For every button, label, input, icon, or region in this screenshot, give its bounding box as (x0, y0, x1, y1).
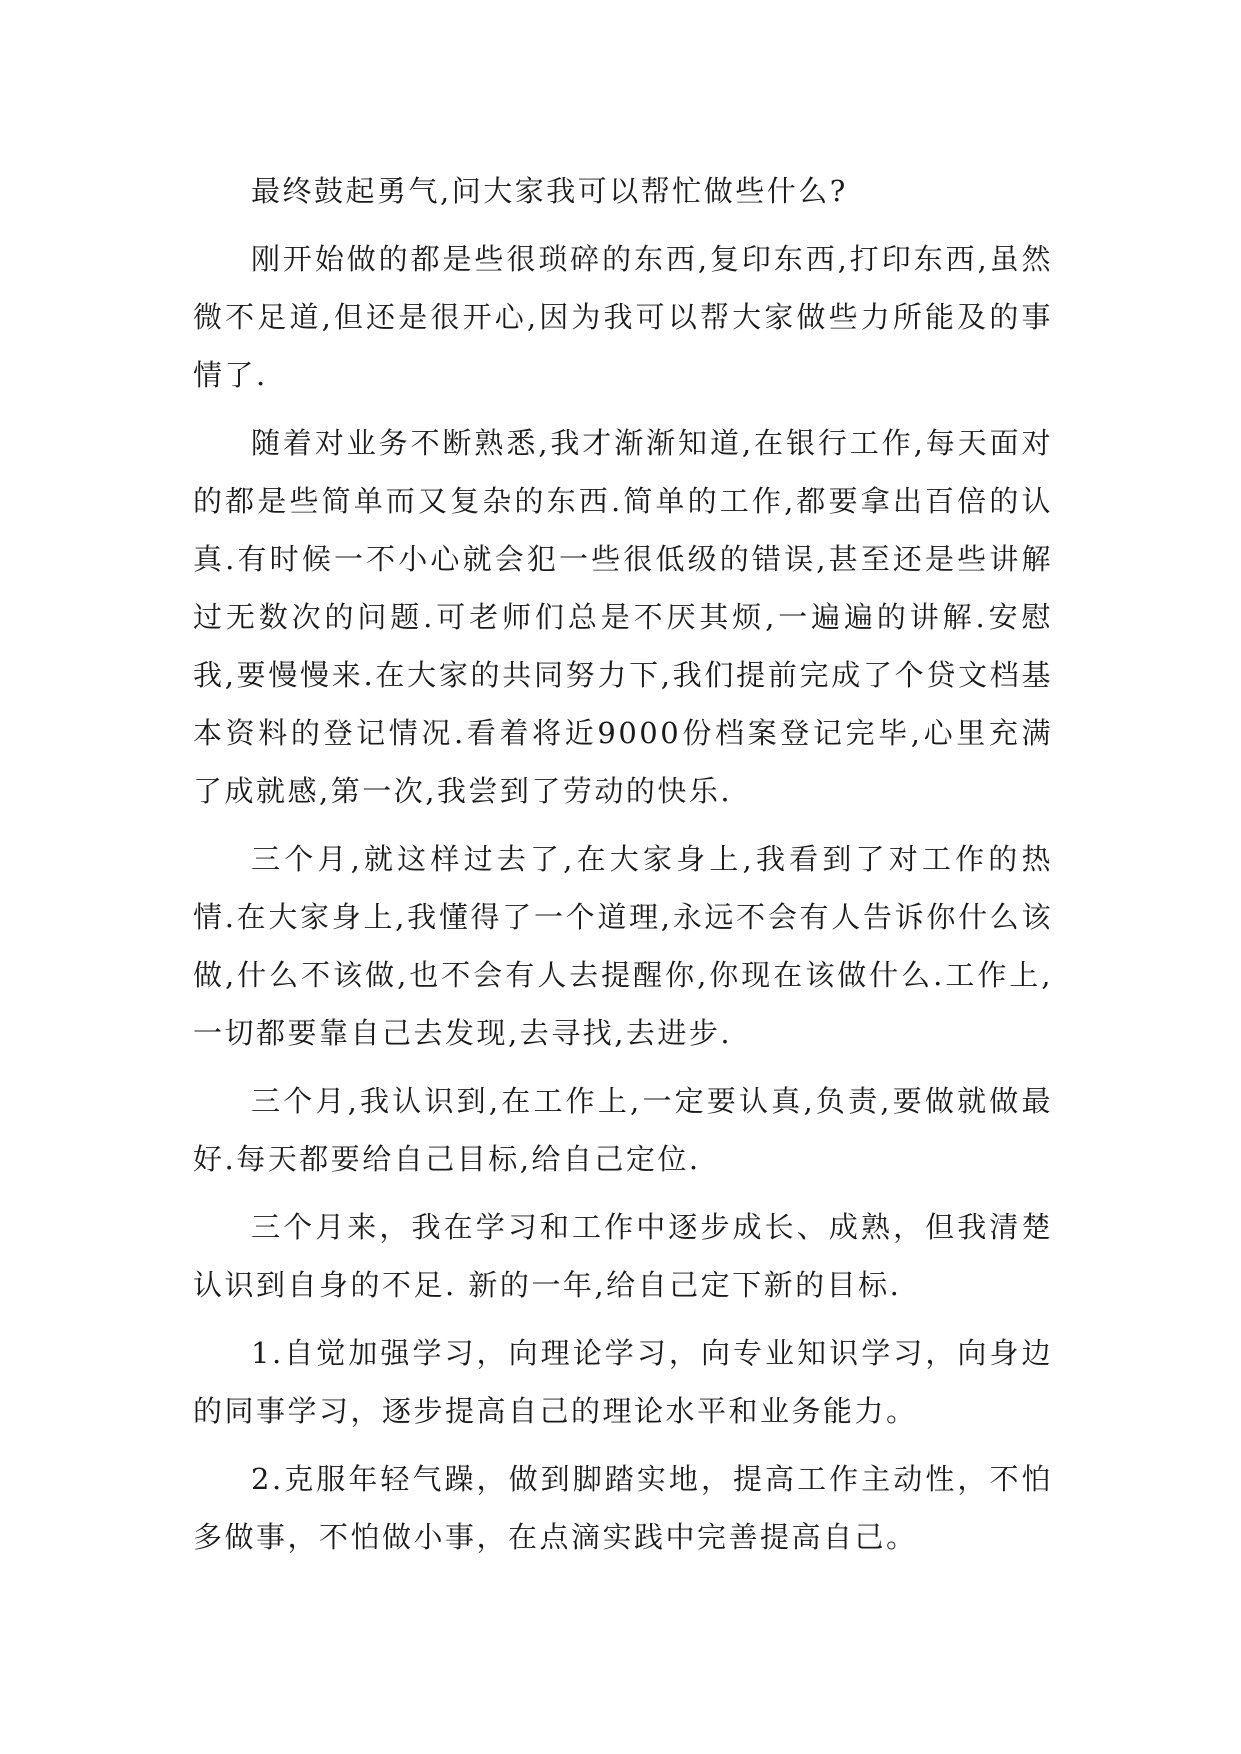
paragraph-3: 随着对业务不断熟悉,我才渐渐知道,在银行工作,每天面对的都是些简单而又复杂的东西.简单的工作,都要拿出百倍的认真.有时候一不小心就会犯一些很低级的错误,甚至还是些讲解过无数次的问题.可老师们总是不厌其烦,一遍遍的讲解.安慰我,要慢慢来.在大家的共同努力下,我们提前完成了个贷文档基本资料的登记情况.看着将近9000份档案登记完毕,心里充满了成就感,第一次,我尝到了劳动的快乐. (193, 426, 1053, 808)
paragraph-5: 三个月,我认识到,在工作上,一定要认真,负责,要做就做最好.每天都要给自己目标,给自己定位. (193, 1084, 1053, 1176)
paragraph-6: 三个月来，我在学习和工作中逐步成长、成熟，但我清楚认识到自身的不足. 新的一年,给自己定下新的目标. (193, 1210, 1053, 1302)
document-body (193, 162, 1053, 1576)
paragraph-1: 最终鼓起勇气,问大家我可以帮忙做些什么? (251, 174, 848, 208)
paragraph-4: 三个月,就这样过去了,在大家身上,我看到了对工作的热情.在大家身上,我懂得了一个道理,永远不会有人告诉你什么该做,什么不该做,也不会有人去提醒你,你现在该做什么.工作上,一切都要靠自己去发现,去寻找,去进步. (193, 842, 1053, 1050)
paragraph-8: 2.克服年轻气躁，做到脚踏实地，提高工作主动性，不怕多做事，不怕做小事，在点滴实践中完善提高自己。 (193, 1462, 1053, 1554)
paragraph-2: 刚开始做的都是些很琐碎的东西,复印东西,打印东西,虽然微不足道,但还是很开心,因为我可以帮大家做些力所能及的事情了. (193, 242, 1053, 392)
paragraph-7: 1.自觉加强学习，向理论学习，向专业知识学习，向身边的同事学习，逐步提高自己的理论水平和业务能力。 (193, 1336, 1053, 1428)
